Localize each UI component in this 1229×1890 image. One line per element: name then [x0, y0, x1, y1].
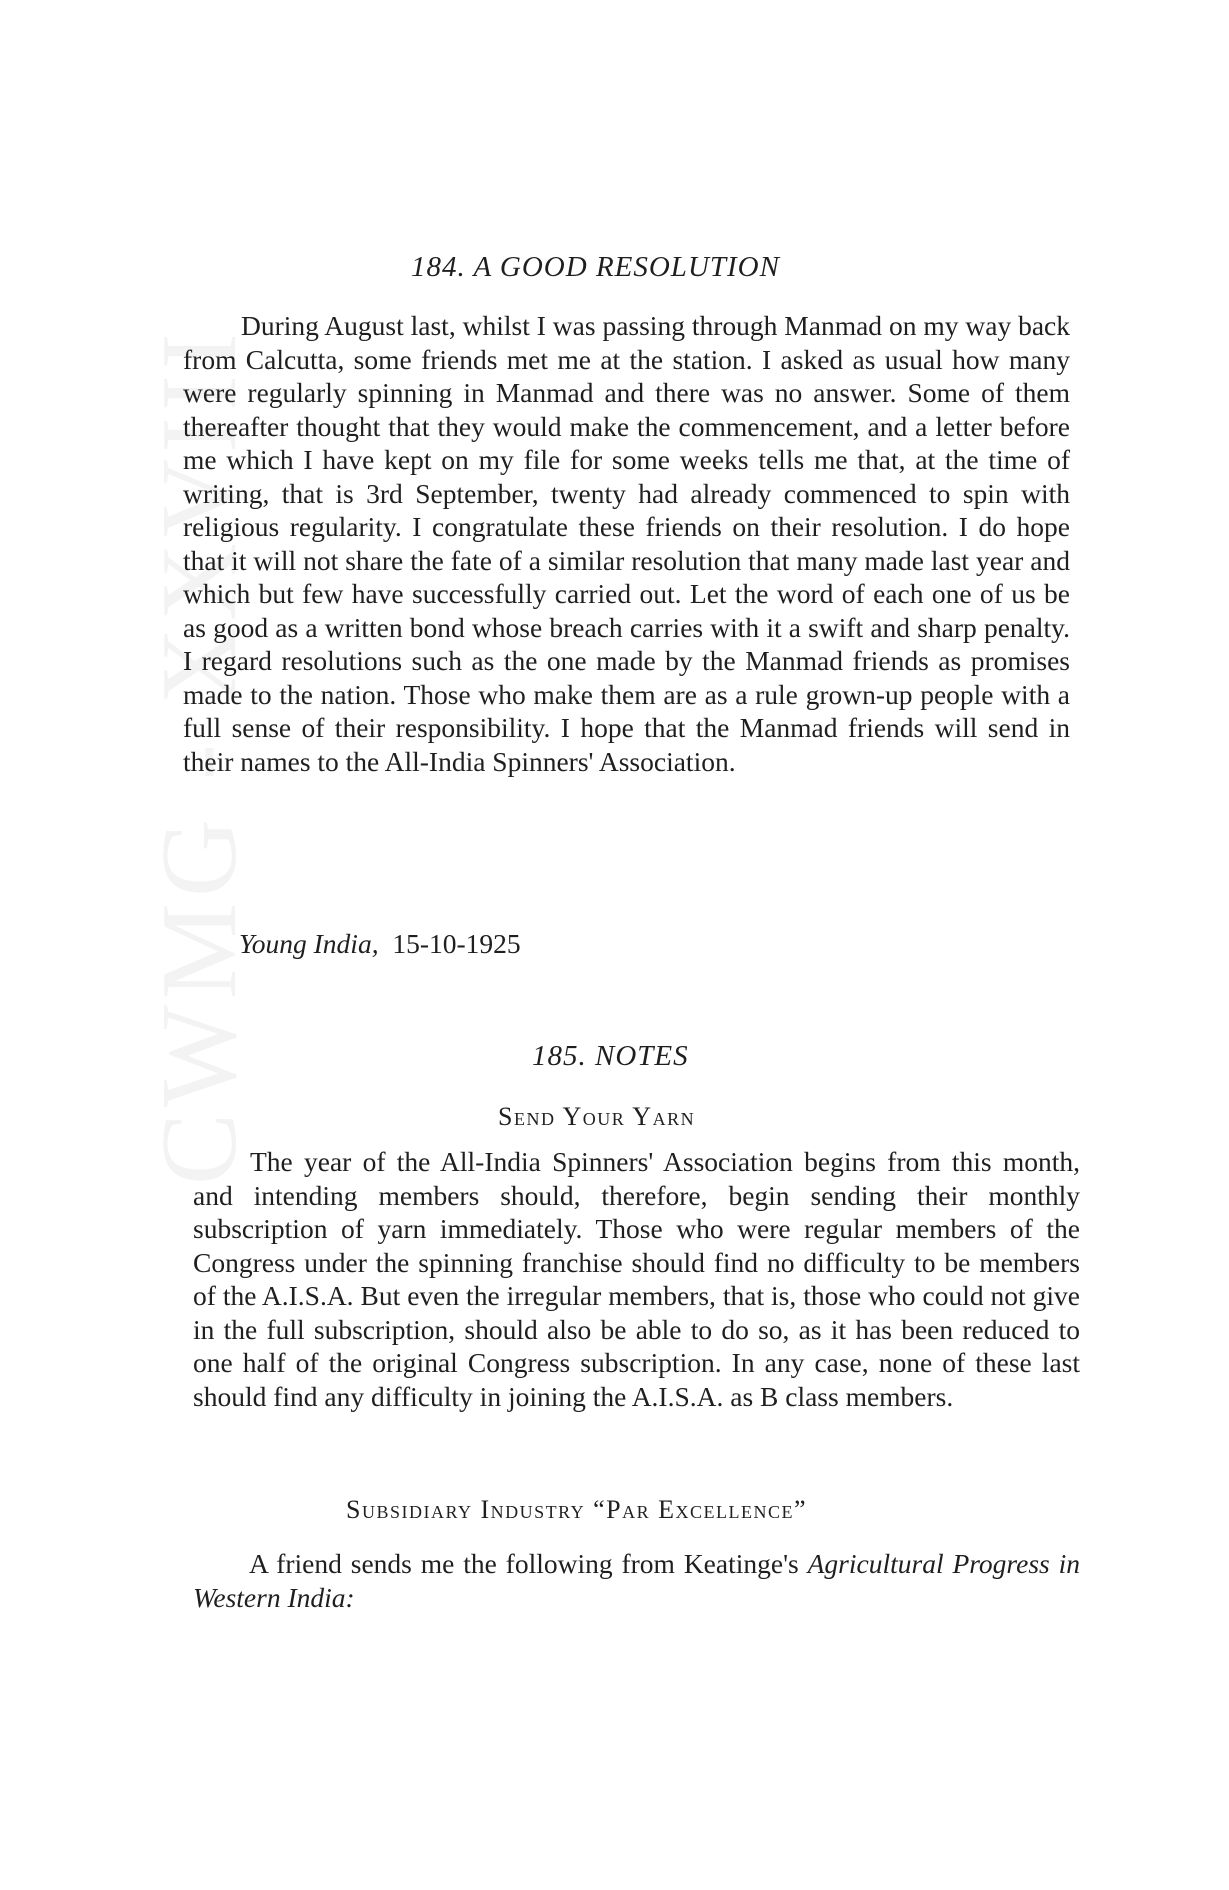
subheading-send-your-yarn: Send Your Yarn: [498, 1102, 696, 1131]
subheading-subsidiary-industry: Subsidiary Industry “Par Excellence”: [346, 1495, 808, 1524]
section-184-heading: 184. A GOOD RESOLUTION: [411, 251, 780, 283]
industry-lead-text: A friend sends me the following from Keatinge's: [249, 1548, 799, 1579]
section-185-paragraph-industry: [193, 1547, 1080, 1614]
section-185-paragraph-yarn: The year of the All-India Spinners' Association begins from this month, and intending members should, therefore, begin sending their monthly subscription of yarn immediately. Those who were regular members of the Congress under the spinning franchise should find no difficulty to be members of the A.I.S.A. But even the irregular members, that is, those who could not give in the full subscription, should also be able to do so, as it has been reduced to one half of the original Congress subscription. In any case, none of these last should find any difficulty in joining the A.I.S.A. as B class members.: [193, 1146, 1080, 1412]
section-184-paragraph: During August last, whilst I was passing through Manmad on my way back from Calcutta, some friends met me at the station. I asked as usual how many were regularly spinning in Manmad and there was no answer. Some of them thereafter thought that they would make the commencement, and a letter before me which I have kept on my file for some weeks tells me that, at the time of writing, that is 3rd September, twenty had already commenced to spin with religious regularity. I congratulate these friends on their resolution. I do hope that it will not share the fate of a similar resolution that many made last year and which but few have successfully carried out. Let the word of each one of us be as good as a written bond whose breach carries with it a swift and sharp penalty. I regard resolutions such as the one made by the Manmad friends as promises made to the nation. Those who make them are as a rule grown-up people with a full sense of their responsibility. I hope that the Manmad friends will send in their names to the All-India Spinners' Association.: [183, 310, 1070, 777]
source-date: 15-10-1925: [392, 928, 521, 959]
source-publication: Young India,: [239, 928, 379, 959]
book-title: Agricultural Progress in Western India:: [193, 1548, 1080, 1613]
section-185-heading: 185. NOTES: [532, 1040, 689, 1072]
section-184-source: [239, 928, 521, 960]
watermark: CWMG - XXVIII: [140, 327, 259, 1185]
